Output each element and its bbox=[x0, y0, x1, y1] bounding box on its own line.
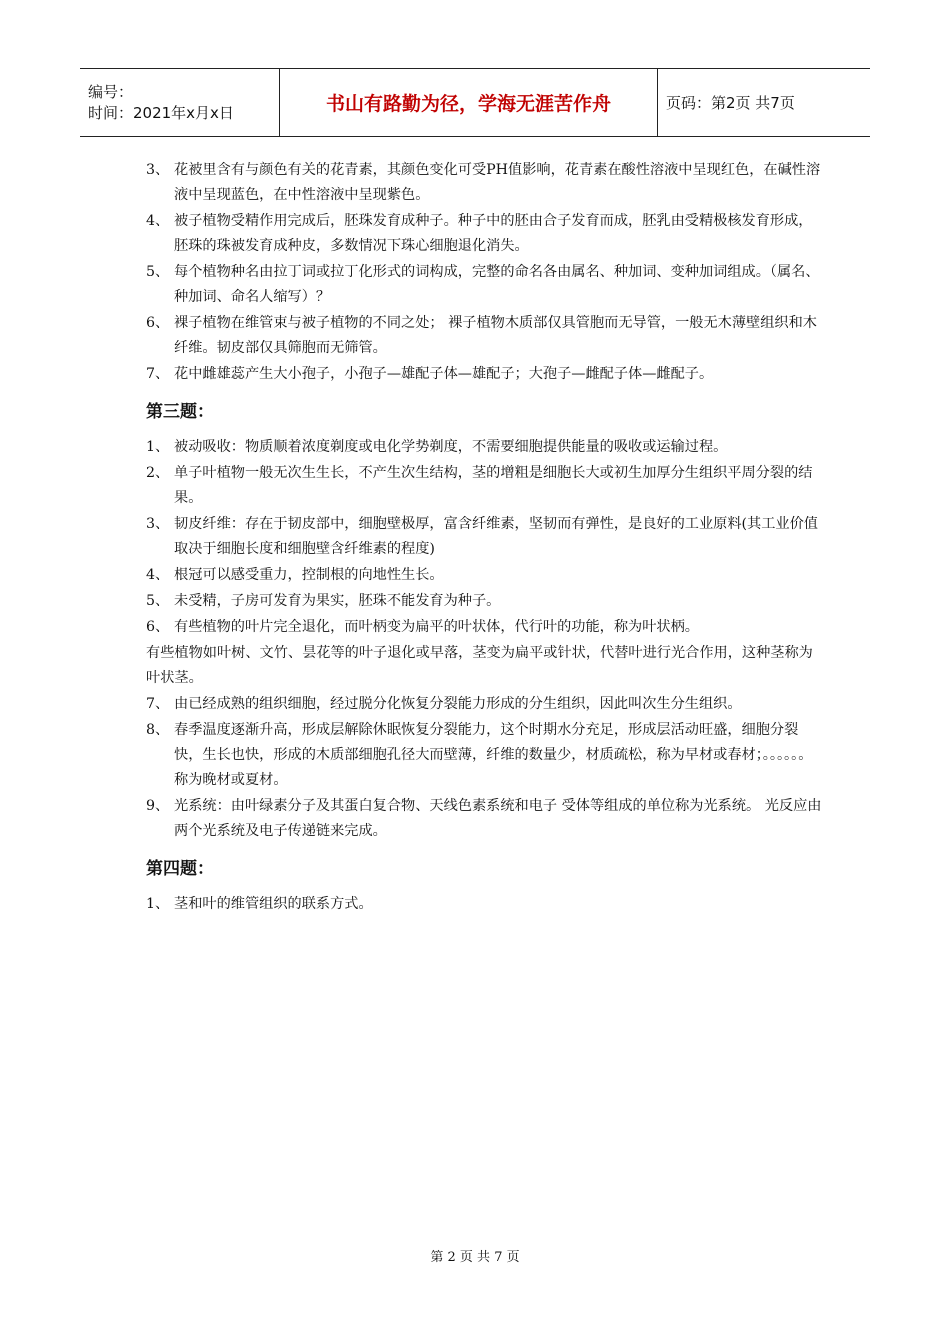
list-item bbox=[146, 563, 826, 588]
list-item bbox=[146, 260, 826, 310]
list-item bbox=[146, 435, 826, 460]
list-item bbox=[146, 311, 826, 361]
item-number: 6、 bbox=[146, 315, 170, 331]
item-text: 单子叶植物一般无次生生长，不产生次生结构，茎的增粗是细胞长大或初生加厚分生组织平周分裂的结果。 bbox=[174, 465, 813, 506]
section-4-heading: 第四题： bbox=[146, 859, 214, 879]
item-number: 4、 bbox=[146, 213, 170, 229]
item-number: 1、 bbox=[146, 439, 170, 455]
list-item bbox=[146, 589, 826, 614]
header-motto bbox=[280, 69, 658, 136]
document-body bbox=[146, 158, 826, 918]
list-item bbox=[146, 794, 826, 844]
code-label: 编号： bbox=[88, 82, 134, 101]
time-label: 时间：2021年x月x日 bbox=[88, 103, 234, 122]
list-item bbox=[146, 692, 826, 717]
motto-text: 书山有路勤为径，学海无涯苦作舟 bbox=[325, 93, 611, 115]
item-text: 花被里含有与颜色有关的花青素，其颜色变化可受PH值影响，花青素在酸性溶液中呈现红色，在碱性溶液中呈现蓝色，在中性溶液中呈现紫色。 bbox=[174, 162, 821, 203]
section-3-heading: 第三题： bbox=[146, 402, 214, 422]
list-item bbox=[146, 209, 826, 259]
item-number: 7、 bbox=[146, 366, 170, 382]
list-item bbox=[146, 615, 826, 640]
list-item bbox=[146, 718, 826, 793]
list-item bbox=[146, 892, 826, 917]
item-number: 1、 bbox=[146, 896, 170, 912]
item-text: 被动吸收：物质顺着浓度剃度或电化学势剃度，不需要细胞提供能量的吸收或运输过程。 bbox=[174, 439, 728, 455]
item-text: 根冠可以感受重力，控制根的向地性生长。 bbox=[174, 567, 444, 583]
page-info-text: 页码：第2页 共7页 bbox=[666, 94, 795, 112]
item-number: 7、 bbox=[146, 696, 170, 712]
header-meta bbox=[80, 69, 280, 136]
item-text: 茎和叶的维管组织的联系方式。 bbox=[174, 896, 373, 912]
item-number: 5、 bbox=[146, 593, 170, 609]
list-item bbox=[146, 512, 826, 562]
item-text: 由已经成熟的组织细胞，经过脱分化恢复分裂能力形成的分生组织，因此叫次生分生组织。 bbox=[174, 696, 742, 712]
item-number: 2、 bbox=[146, 465, 170, 481]
item-number: 5、 bbox=[146, 264, 170, 280]
item-text: 被子植物受精作用完成后，胚珠发育成种子。种子中的胚由合子发育而成，胚乳由受精极核发育形成，胚珠的珠被发育成种皮，多数情况下珠心细胞退化消失。 bbox=[174, 213, 813, 254]
item-number: 9、 bbox=[146, 798, 170, 814]
list-item bbox=[146, 158, 826, 208]
page-footer: 第 2 页 共 7 页 bbox=[430, 1250, 520, 1265]
item-text: 有些植物的叶片完全退化，而叶柄变为扁平的叶状体，代行叶的功能，称为叶状柄。 bbox=[174, 619, 699, 635]
item-text: 韧皮纤维：存在于韧皮部中，细胞壁极厚，富含纤维素，坚韧而有弹性，是良好的工业原料(其工业价值取决于细胞长度和细胞壁含纤维素的程度) bbox=[174, 516, 818, 557]
list-item bbox=[146, 362, 826, 387]
item-number: 4、 bbox=[146, 567, 170, 583]
item-number: 3、 bbox=[146, 516, 170, 532]
item-text: 未受精，子房可发育为果实，胚珠不能发育为种子。 bbox=[174, 593, 501, 609]
list-item bbox=[146, 461, 826, 511]
item-number: 6、 bbox=[146, 619, 170, 635]
item-number: 8、 bbox=[146, 722, 170, 738]
document-header bbox=[80, 68, 870, 137]
item-text: 光系统：由叶绿素分子及其蛋白复合物、天线色素系统和电子 受体等组成的单位称为光系统。 光反应由两个光系统及电子传递链来完成。 bbox=[174, 798, 822, 839]
item-text: 花中雌雄蕊产生大小孢子，小孢子—雄配子体—雄配子；大孢子—雌配子体—雌配子。 bbox=[174, 366, 714, 382]
item-number: 3、 bbox=[146, 162, 170, 178]
item-text: 春季温度逐渐升高，形成层解除休眠恢复分裂能力，这个时期水分充足，形成层活动旺盛，细胞分裂快，生长也快，形成的木质部细胞孔径大而壁薄，纤维的数量少，材质疏松，称为早材或春材；。。。。。。称为晚材或夏材。 bbox=[174, 722, 813, 788]
item-text: 裸子植物在维管束与被子植物的不同之处； 裸子植物木质部仅具管胞而无导管，一般无木薄壁组织和木纤维。韧皮部仅具筛胞而无筛管。 bbox=[174, 315, 817, 356]
header-page-info bbox=[658, 69, 870, 136]
body-paragraph: 有些植物如叶树、文竹、昙花等的叶子退化或早落，茎变为扁平或针状，代替叶进行光合作用，这种茎称为叶状茎。 bbox=[146, 645, 813, 686]
item-text: 每个植物种名由拉丁词或拉丁化形式的词构成，完整的命名各由属名、种加词、变种加词组成。（属名、种加词、命名人缩写）？ bbox=[174, 264, 820, 305]
